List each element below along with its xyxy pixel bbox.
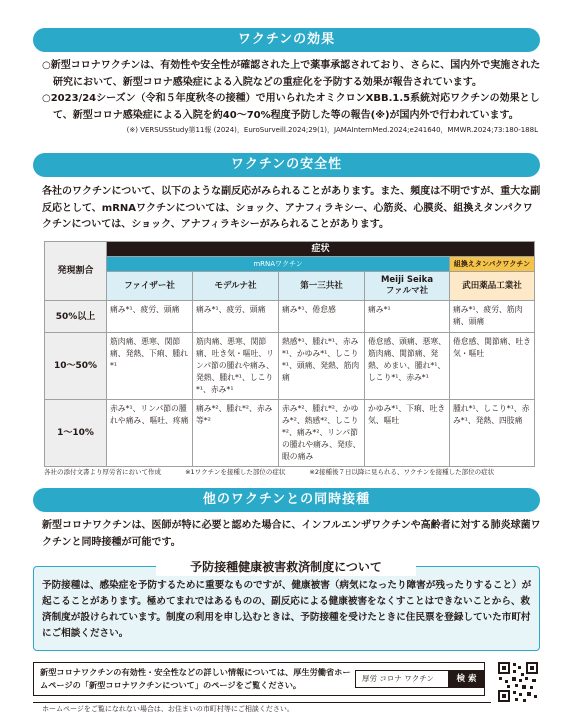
table-cell: 筋肉痛、悪寒、関節痛、吐き気・嘔吐、リンパ節の腫れや痛み、発熱、腫れ*¹、しこり*¹、赤み*¹ [193,333,279,400]
table-cell: 赤み*²、腫れ*²、かゆみ*²、熱感*²、しこり*²、痛み*²、リンパ節の腫れや痛み、発疹、眼の痛み [279,400,365,467]
symptom-header: 症状 [107,242,535,257]
table-cell: 痛み*¹、疲労、頭痛 [193,301,279,333]
frequency-row-label: 50%以上 [45,301,107,333]
table-cell: かゆみ*¹、下痢、吐き気、嘔吐 [365,400,450,467]
frequency-row-label: 10〜50% [45,333,107,400]
info-text: 新型コロナワクチンの有効性・安全性などの詳しい情報については、厚生労働省ホームページの「新型コロナワクチンについて」のページをご覧ください。 [40,667,351,690]
effect-paragraphs [42,58,542,135]
company-meiji-seika: Meiji Seika ファルマ社 [365,272,450,301]
table-cell: 腫れ*¹、しこり*¹、赤み*¹、発熱、四肢痛 [450,400,535,467]
effect-paragraph-1: ○新型コロナワクチンは、有効性や安全性が確認された上で薬事承認されており、さらに、国内外で実施された研究において、新型コロナ感染症による入院などの重症化を予防する効果が報告されています。 [42,60,541,88]
concurrent-section-header: 他のワクチンとの同時接種 [33,488,540,512]
table-cell: 倦怠感、頭痛、悪寒、筋肉痛、関節痛、発熱、めまい、腫れ*¹、しこり*¹、赤み*¹ [365,333,450,400]
side-effects-table [44,241,535,467]
footnote: 各社の添付文書より厚労省において作成 [44,468,161,476]
relief-system-title: 予防接種健康被害救済制度について [156,558,416,576]
table-cell: 痛み*¹ [365,301,450,333]
effect-paragraph-2: ○2023/24シーズン（令和５年度秋冬の接種）で用いられたオミクロンXBB.1.5系統対応ワクチンの効果として、新型コロナ感染症による入院を約40〜70%程度予防した等の報告(※)が国内外で行われています。 [42,93,540,121]
company-pfizer: ファイザー社 [107,272,193,301]
footnote: ※1ワクチンを接種した部位の症状 [185,468,286,476]
frequency-header: 発現割合 [45,242,107,301]
company-moderna: モデルナ社 [193,272,279,301]
company-daiichi-sankyo: 第一三共社 [279,272,365,301]
mrna-vaccine-header: mRNAワクチン [107,257,450,272]
safety-intro: 各社のワクチンについて、以下のような副反応がみられることがあります。また、頻度は不明ですが、重大な副反応として、mRNAワクチンについては、ショック、アナフィラキシー、心筋炎、心膜炎、組換えタンパクワクチンについては、ショック、アナフィラキシーがみられることがあります。 [42,186,541,230]
table-cell: 痛み*¹、疲労、頭痛 [107,301,193,333]
search-button[interactable]: 検 索 [448,670,485,688]
bottom-note: ホームページをご覧になれない場合は、お住まいの市町村等にご相談ください。 [42,705,294,713]
relief-system-text: 予防接種は、感染症を予防するために重要なものですが、健康被害（病気になったり障害が残ったりすること）が起こることがあります。極めてまれではあるものの、副反応による健康被害をなくすことはできないことから、救済制度が設けられています。制度の利用を申し込むときは、予防接種を受けたときに住民票を登録していた市町村にご相談ください。 [42,580,532,639]
search-query-box[interactable]: 厚労 コロナ ワクチン [355,670,485,688]
concurrent-text: 新型コロナワクチンは、医師が特に必要と認めた場合に、インフルエンザワクチンや高齢者に対する肺炎球菌ワクチンと同時接種が可能です。 [42,520,541,548]
table-cell: 赤み*¹、リンパ節の腫れや痛み、嘔吐、疼痛 [107,400,193,467]
divider [33,702,491,703]
table-cell: 倦怠感、関節痛、吐き気・嘔吐 [450,333,535,400]
effect-section-header: ワクチンの効果 [33,28,540,52]
footnote: ※2接種後７日以降に見られる、ワクチンを接種した部位の症状 [309,468,495,476]
frequency-row-label: 1〜10% [45,400,107,467]
table-cell: 痛み*¹、疲労、筋肉痛、頭痛 [450,301,535,333]
table-cell: 筋肉痛、悪寒、関節痛、発熱、下痢、腫れ*¹ [107,333,193,400]
table-footnotes [44,467,544,477]
safety-section-header: ワクチンの安全性 [33,153,540,177]
company-takeda: 武田薬品工業社 [450,272,535,301]
qr-code-icon[interactable] [497,661,539,703]
table-cell: 熱感*¹、腫れ*¹、赤み*¹、かゆみ*¹、しこり*¹、頭痛、発熱、筋肉痛 [279,333,365,400]
recombinant-vaccine-header: 組換えタンパクワクチン [450,257,535,272]
table-cell: 痛み*¹、倦怠感 [279,301,365,333]
table-cell: 痛み*²、腫れ*²、赤み等*² [193,400,279,467]
effect-references: (※) VERSUSStudy第11報 (2024)，EuroSurveill.2024;29(1)，JAMAInternMed.2024;e241640，MMWR.2024;73:180-188L [126,126,538,134]
